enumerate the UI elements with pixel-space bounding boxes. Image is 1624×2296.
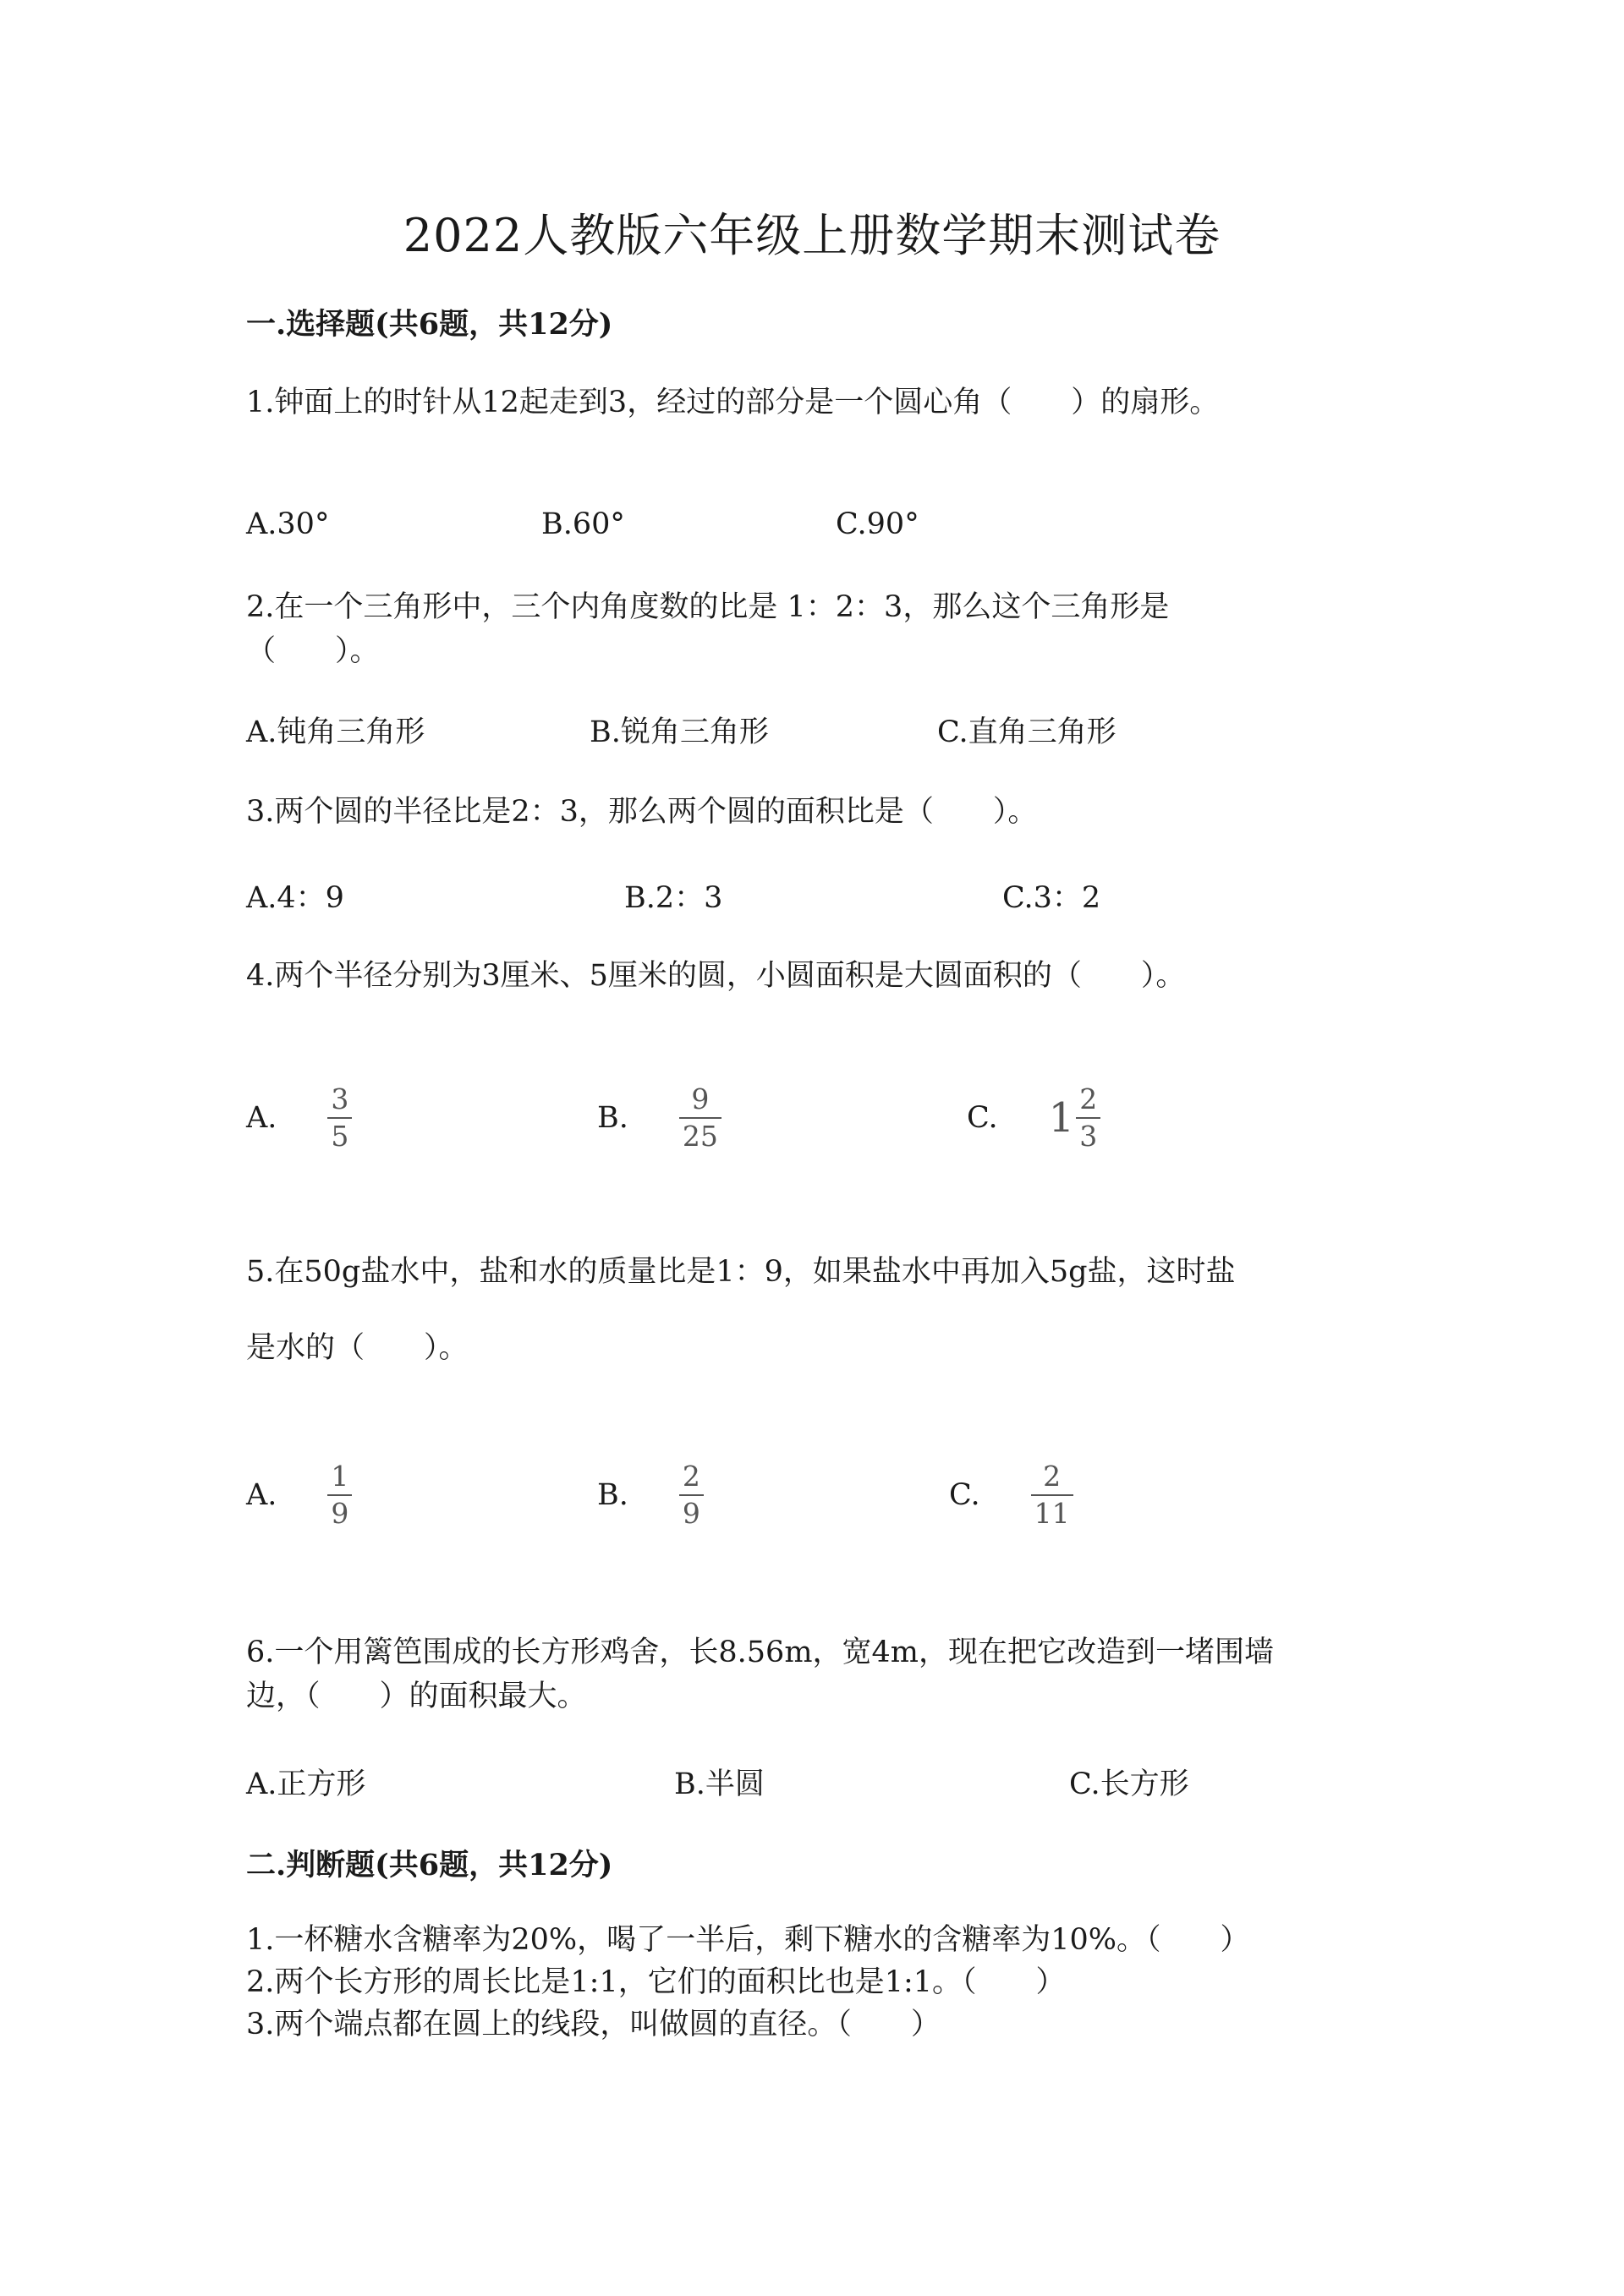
fraction-bar [679,1117,721,1119]
fraction [327,1082,352,1153]
question-1-text: 1.钟面上的时针从12起走到3，经过的部分是一个圆心角（ ）的扇形。 [246,386,1220,419]
mixed-number [1049,1082,1101,1153]
q1-option-c: C.90° [836,507,919,541]
numerator: 1 [331,1460,349,1493]
q3-option-b: B.2：3 [624,881,723,915]
q2-option-c: C.直角三角形 [937,715,1116,749]
fraction-bar [679,1494,704,1496]
q4-option-c [967,1082,1100,1153]
denominator: 9 [682,1497,700,1530]
fraction [327,1460,352,1531]
q1-option-a: A.30° [246,507,330,541]
whole-part: 1 [1048,1094,1075,1142]
q5-option-b [597,1460,704,1531]
judgment-1-text: 1.一杯糖水含糖率为20%，喝了一半后，剩下糖水的含糖率为10%。（ ） [246,1923,1250,1957]
fraction [679,1082,721,1153]
numerator: 9 [691,1082,710,1115]
option-label: B. [597,1478,628,1512]
fraction-bar [1031,1494,1073,1496]
question-5-text-line2: 是水的（ ）。 [246,1331,469,1365]
q6-option-a: A.正方形 [246,1767,366,1801]
judgment-2-text: 2.两个长方形的周长比是1:1，它们的面积比也是1:1。（ ） [246,1965,1066,1999]
section-heading-choice: 一.选择题(共6题，共12分) [246,307,613,342]
option-label: B. [597,1101,628,1135]
denominator: 3 [1079,1120,1098,1153]
q2-option-b: B.锐角三角形 [590,715,769,749]
fraction-bar [327,1117,352,1119]
q1-option-b: B.60° [541,507,625,541]
q2-option-a: A.钝角三角形 [246,715,425,749]
denominator: 5 [331,1120,349,1153]
numerator: 2 [1079,1082,1098,1115]
judgment-3-text: 3.两个端点都在圆上的线段，叫做圆的直径。（ ） [246,2008,941,2041]
q6-option-c: C.长方形 [1069,1767,1189,1801]
q5-option-c [949,1460,1073,1531]
page-title: 2022人教版六年级上册数学期末测试卷 [403,209,1221,262]
numerator: 2 [682,1460,700,1493]
question-5-text-line1: 5.在50g盐水中，盐和水的质量比是1：9，如果盐水中再加入5g盐，这时盐 [246,1255,1236,1289]
q3-option-a: A.4：9 [246,881,344,915]
numerator: 2 [1043,1460,1062,1493]
fraction-bar [1076,1117,1100,1119]
question-2-text-line2: （ ）。 [246,634,380,668]
denominator: 25 [682,1120,718,1153]
question-2-text-line1: 2.在一个三角形中，三个内角度数的比是 1：2：3，那么这个三角形是 [246,590,1170,624]
option-label: C. [949,1478,980,1512]
question-3-text: 3.两个圆的半径比是2：3，那么两个圆的面积比是（ ）。 [246,795,1038,829]
q3-option-c: C.3：2 [1002,881,1101,915]
denominator: 11 [1034,1497,1070,1530]
q4-option-a [246,1082,352,1153]
option-label: C. [967,1101,998,1135]
fraction [679,1460,704,1531]
fraction [1031,1460,1073,1531]
fraction-bar [327,1494,352,1496]
numerator: 3 [331,1082,349,1115]
option-label: A. [246,1101,277,1135]
question-4-text: 4.两个半径分别为3厘米、5厘米的圆，小圆面积是大圆面积的（ ）。 [246,959,1186,993]
option-label: A. [246,1478,277,1512]
fraction [1076,1082,1100,1153]
section-heading-judgment: 二.判断题(共6题，共12分) [246,1848,613,1882]
denominator: 9 [331,1497,349,1530]
question-6-text-line2: 边，（ ）的面积最大。 [246,1680,587,1713]
q6-option-b: B.半圆 [674,1767,765,1801]
question-6-text-line1: 6.一个用篱笆围成的长方形鸡舍，长8.56m，宽4m，现在把它改造到一堵围墙 [246,1636,1274,1669]
q5-option-a [246,1460,352,1531]
q4-option-b [597,1082,721,1153]
